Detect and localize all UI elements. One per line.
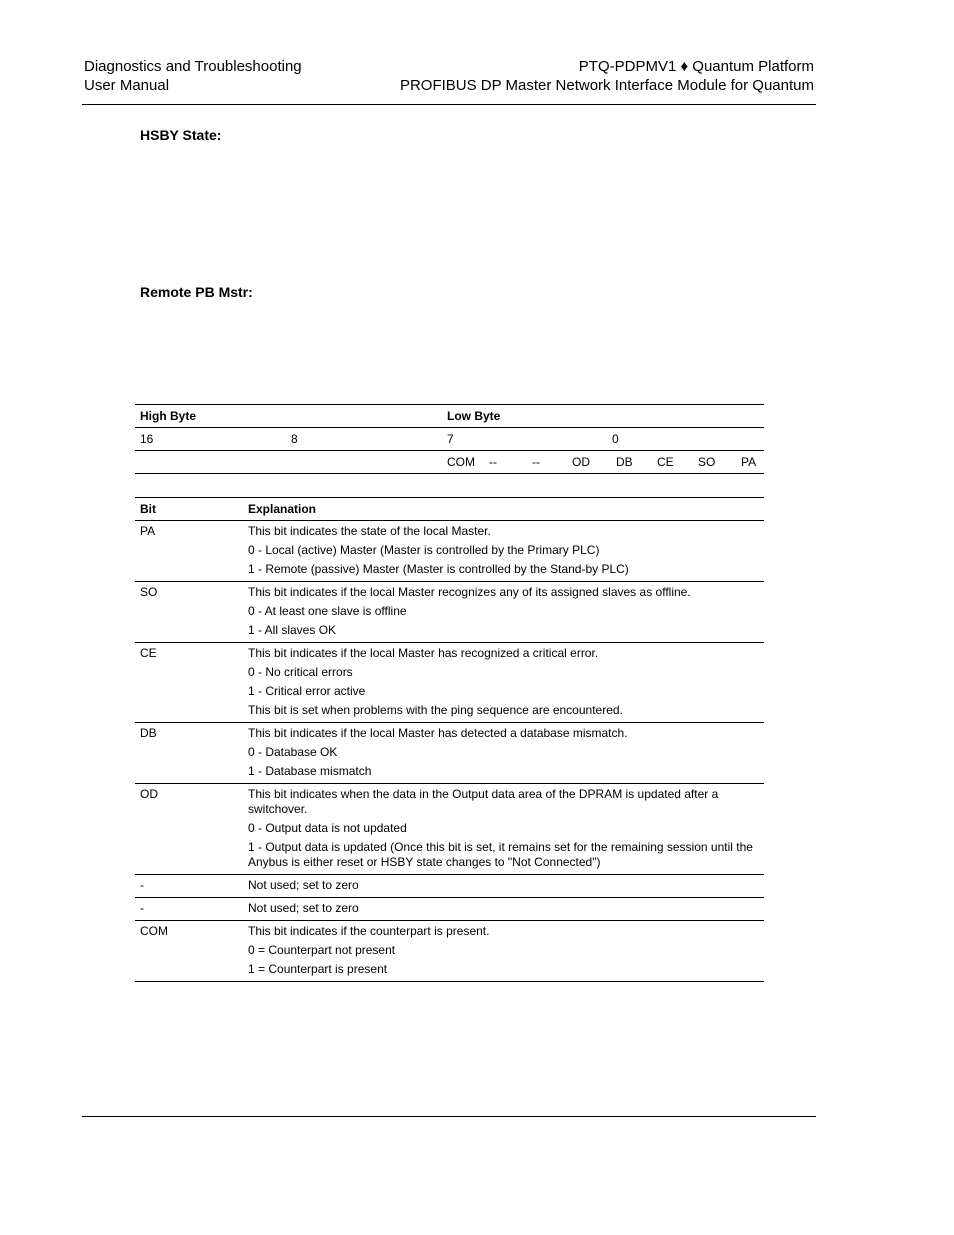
header-left — [84, 57, 302, 95]
bit-name-ce: CE — [657, 455, 674, 469]
bit-name-unused-2: -- — [532, 455, 540, 469]
bit-8-label: 8 — [291, 432, 298, 446]
header-right — [400, 57, 814, 95]
remote-pb-mstr-heading: Remote PB Mstr: — [140, 284, 253, 300]
bit-name-cell: SO — [135, 582, 243, 643]
bit-table-body — [135, 521, 764, 982]
bit-name-com: COM — [447, 455, 475, 469]
explanation-line: This bit indicates if the local Master has recognized a critical error. — [248, 646, 599, 660]
explanation-line: This bit indicates if the counterpart is present. — [248, 924, 490, 938]
explanation-line: 1 - Output data is updated (Once this bit is set, it remains set for the remaining session until the Anybus is either reset or HSBY state changes to "Not Connected") — [248, 840, 753, 869]
explanation-cell — [243, 875, 764, 898]
explanation-line: This bit indicates the state of the local Master. — [248, 524, 491, 538]
explanation-line: 0 - Local (active) Master (Master is controlled by the Primary PLC) — [248, 543, 600, 557]
explanation-line: This bit is set when problems with the ping sequence are encountered. — [248, 703, 623, 717]
explanation-line: 1 - Database mismatch — [248, 764, 372, 778]
table-row — [135, 643, 764, 723]
empty-cell — [135, 451, 442, 474]
product-description: PROFIBUS DP Master Network Interface Module for Quantum — [399, 77, 814, 94]
table-row — [135, 921, 764, 982]
bit-name-cell: COM — [135, 921, 243, 982]
low-byte-label: Low Byte — [447, 409, 501, 423]
explanation-line: 1 = Counterpart is present — [248, 962, 388, 976]
explanation-line: 0 = Counterpart not present — [248, 943, 396, 957]
footer-divider — [82, 1116, 816, 1117]
bit-16-label: 16 — [140, 432, 154, 446]
byte-header-row — [135, 405, 764, 428]
product-name: PTQ-PDPMV1 ♦ Quantum Platform — [578, 58, 814, 75]
high-byte-label: High Byte — [140, 409, 197, 423]
bit-name-unused-1: -- — [489, 455, 497, 469]
bit-number-row — [135, 428, 764, 451]
hsby-state-heading: HSBY State: — [140, 127, 222, 143]
bit-name-db: DB — [616, 455, 633, 469]
table-row — [135, 875, 764, 898]
bit-name-so: SO — [698, 455, 716, 469]
bit-7-label: 7 — [447, 432, 454, 446]
bit-explanation-table — [135, 497, 764, 982]
explanation-cell — [243, 921, 764, 982]
chapter-title: Diagnostics and Troubleshooting — [84, 58, 302, 75]
manual-type: User Manual — [84, 77, 170, 94]
bit-table-header-row — [135, 498, 764, 521]
bit-name-od: OD — [572, 455, 590, 469]
explanation-line: Not used; set to zero — [248, 901, 359, 915]
bit-name-cell: OD — [135, 784, 243, 875]
explanation-cell — [243, 643, 764, 723]
bit-name-pa: PA — [741, 455, 757, 469]
explanation-cell — [243, 521, 764, 582]
table-row — [135, 582, 764, 643]
explanation-line: This bit indicates if the local Master has detected a database mismatch. — [248, 726, 628, 740]
bit-name-cell: PA — [135, 521, 243, 582]
bit-name-cell: DB — [135, 723, 243, 784]
explanation-line: 1 - Remote (passive) Master (Master is controlled by the Stand-by PLC) — [248, 562, 629, 576]
explanation-line: 0 - Database OK — [248, 745, 338, 759]
explanation-cell — [243, 898, 764, 921]
byte-layout-table — [135, 404, 764, 474]
explanation-line: 1 - All slaves OK — [248, 623, 337, 637]
table-row — [135, 521, 764, 582]
bit-name-cell: CE — [135, 643, 243, 723]
explanation-line: Not used; set to zero — [248, 878, 359, 892]
table-row — [135, 898, 764, 921]
bit-0-label: 0 — [612, 432, 619, 446]
explanation-cell — [243, 784, 764, 875]
table-row — [135, 784, 764, 875]
explanation-cell — [243, 582, 764, 643]
explanation-line: This bit indicates when the data in the Output data area of the DPRAM is updated after a switchover. — [248, 787, 719, 816]
header-divider — [82, 104, 816, 105]
bit-column-header: Bit — [135, 498, 243, 521]
explanation-line: 0 - At least one slave is offline — [248, 604, 407, 618]
bit-name-cell: - — [135, 875, 243, 898]
bit-name-row — [135, 451, 764, 474]
explanation-cell — [243, 723, 764, 784]
explanation-line: 1 - Critical error active — [248, 684, 366, 698]
explanation-line: 0 - No critical errors — [248, 665, 353, 679]
table-row — [135, 723, 764, 784]
explanation-line: This bit indicates if the local Master recognizes any of its assigned slaves as offline. — [248, 585, 691, 599]
bit-name-cell: - — [135, 898, 243, 921]
explanation-line: 0 - Output data is not updated — [248, 821, 407, 835]
explanation-column-header: Explanation — [243, 498, 764, 521]
